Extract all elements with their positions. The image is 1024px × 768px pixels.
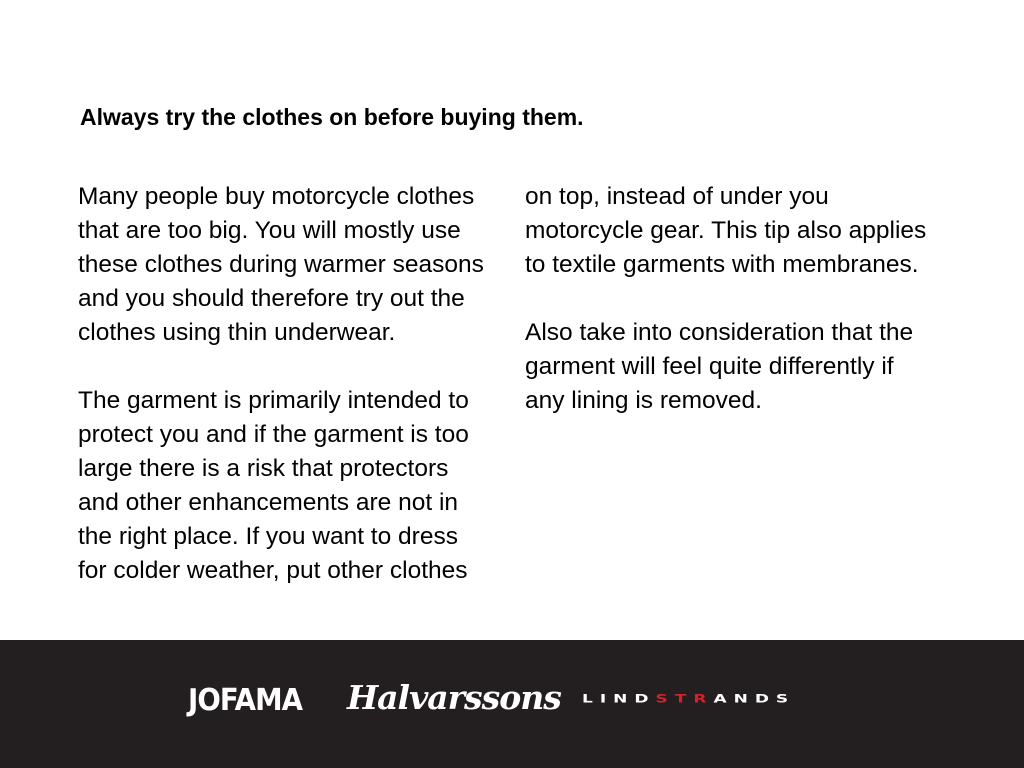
lindstrands-logo-part1: LIND bbox=[582, 692, 656, 706]
slide-heading: Always try the clothes on before buying them. bbox=[80, 104, 584, 130]
lindstrands-logo bbox=[582, 692, 795, 706]
paragraph-1: Many people buy motorcycle clothes that are too big. You will mostly use these clothes during warmer seasons and you should therefore try out the clothes using thin underwear. bbox=[78, 183, 484, 346]
paragraph-2: The garment is primarily intended to protect you and if the garment is too large there is a risk that protectors and other enhancements are not in the right place. If you want to dress for colder weather, put other clothes on top, instead of under you motorcycle gear. This tip also applies to textile garments with membranes. bbox=[78, 183, 927, 584]
lindstrands-logo-accent: STR bbox=[655, 692, 714, 706]
halvarssons-logo: Halvarssons bbox=[347, 678, 561, 717]
body-text bbox=[78, 180, 938, 600]
paragraph-3: Also take into consideration that the garment will feel quite differently if any lining is removed. bbox=[525, 319, 914, 414]
jofama-logo: JOFAMA bbox=[188, 683, 303, 718]
lindstrands-logo-part3: ANDS bbox=[713, 692, 796, 706]
